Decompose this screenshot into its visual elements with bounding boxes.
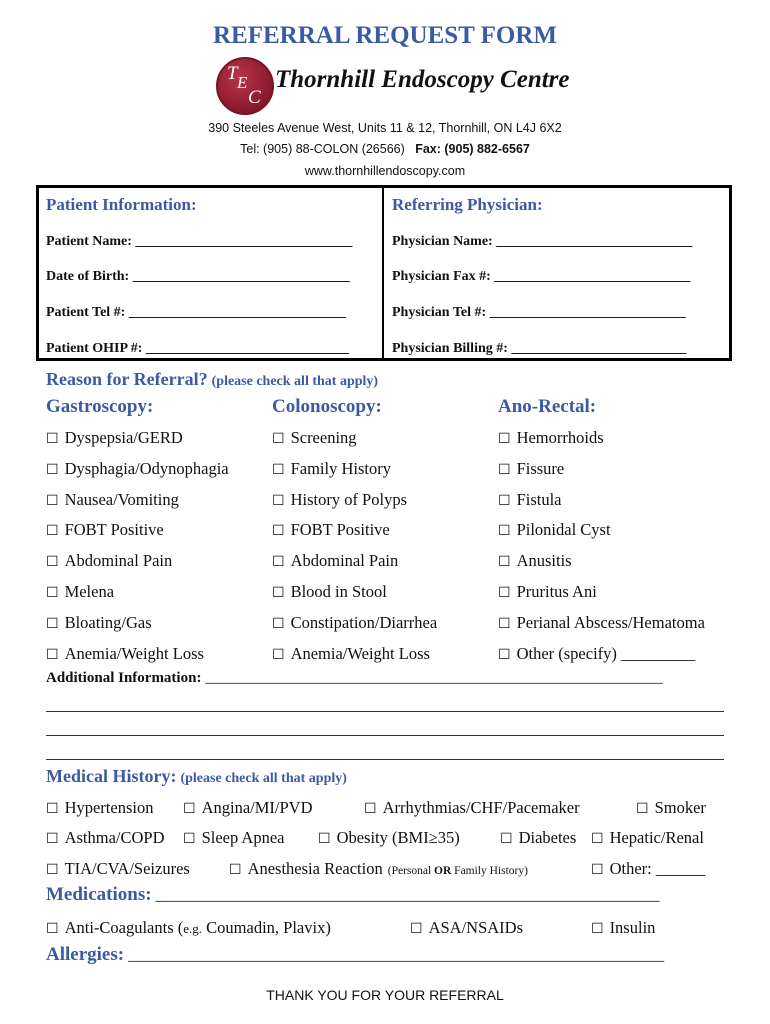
checkbox-label: Dyspepsia/GERD (64, 428, 183, 447)
checkbox-other-history[interactable] (591, 859, 705, 879)
checkbox-icon[interactable]: ☐ (46, 863, 59, 878)
patient-tel-field[interactable]: Patient Tel #: _______________________________ (46, 305, 346, 320)
checkbox-icon[interactable]: ☐ (46, 802, 59, 817)
checkbox-icon[interactable]: ☐ (272, 555, 285, 570)
checkbox-gastroscopy-item[interactable] (46, 490, 179, 510)
medical-history-title: Medical History: (46, 766, 177, 786)
checkbox-ano-rectal-item[interactable] (498, 582, 597, 602)
anesthesia-note-prefix: (Personal (387, 865, 435, 877)
checkbox-gastroscopy-item[interactable] (46, 551, 172, 571)
website: www.thornhillendoscopy.com (304, 164, 466, 178)
checkbox-icon[interactable]: ☐ (183, 802, 196, 817)
checkbox-label: Sleep Apnea (201, 828, 285, 847)
checkbox-label: Abdominal Pain (290, 551, 399, 570)
checkbox-label: Family History (290, 459, 391, 478)
logo-letter-c: C (248, 87, 261, 108)
medical-history-subtitle: (please check all that apply) (180, 771, 347, 786)
physician-fax-field[interactable]: Physician Fax #: ____________________________ (392, 269, 691, 284)
checkbox-ano-rectal-item[interactable] (498, 613, 705, 633)
checkbox-label: Fissure (516, 459, 565, 478)
checkbox-label: Pilonidal Cyst (516, 520, 611, 539)
medications-blank[interactable]: _______________________________________________________________ (155, 887, 660, 904)
checkbox-ano-rectal-item[interactable] (498, 551, 572, 571)
contact-line (0, 142, 770, 156)
checkbox-gastroscopy-item[interactable] (46, 613, 152, 633)
checkbox-anticoagulants[interactable] (46, 918, 331, 938)
checkbox-label: Other (specify) _________ (516, 644, 696, 663)
colonoscopy-heading: Colonoscopy: (272, 396, 382, 417)
checkbox-icon[interactable]: ☐ (500, 832, 513, 847)
checkbox-gastroscopy-item[interactable] (46, 644, 204, 664)
reason-subtitle: (please check all that apply) (211, 374, 379, 389)
checkbox-label: Dysphagia/Odynophagia (64, 459, 229, 478)
checkbox-icon[interactable]: ☐ (498, 463, 511, 478)
checkbox-anesthesia-reaction[interactable] (229, 859, 528, 879)
checkbox-colonoscopy-item[interactable] (272, 613, 437, 633)
checkbox-icon[interactable]: ☐ (46, 555, 59, 570)
checkbox-label: Anusitis (516, 551, 572, 570)
checkbox-icon[interactable]: ☐ (591, 863, 604, 878)
physician-tel-field[interactable]: Physician Tel #: ____________________________ (392, 305, 686, 320)
checkbox-label: Asthma/COPD (64, 828, 165, 847)
checkbox-label: Perianal Abscess/Hematoma (516, 613, 705, 632)
checkbox-icon[interactable]: ☐ (46, 586, 59, 601)
checkbox-label: Bloating/Gas (64, 613, 152, 632)
checkbox-label: ASA/NSAIDs (428, 918, 523, 937)
additional-info-line[interactable] (46, 735, 724, 736)
reason-title: Reason for Referral? (46, 369, 208, 389)
logo-letter-t: T (227, 63, 238, 84)
checkbox-ano-rectal-item[interactable] (498, 644, 695, 664)
medical-history-heading (46, 766, 347, 787)
checkbox-icon[interactable]: ☐ (46, 617, 59, 632)
allergies-label: Allergies: (46, 944, 125, 965)
checkbox-icon[interactable]: ☐ (46, 832, 59, 847)
checkbox-icon[interactable]: ☐ (498, 555, 511, 570)
checkbox-icon[interactable]: ☐ (46, 524, 59, 539)
checkbox-icon[interactable]: ☐ (410, 922, 423, 937)
form-title: REFERRAL REQUEST FORM (212, 22, 558, 49)
checkbox-icon[interactable]: ☐ (272, 617, 285, 632)
checkbox-icon[interactable]: ☐ (46, 432, 59, 447)
checkbox-label: Melena (64, 582, 115, 601)
patient-info-header: Patient Information: (46, 195, 197, 214)
checkbox-label: FOBT Positive (64, 520, 164, 539)
checkbox-obesity[interactable] (318, 828, 460, 848)
additional-info-label: Additional Information: (46, 670, 202, 686)
checkbox-icon[interactable]: ☐ (498, 648, 511, 663)
checkbox-icon[interactable]: ☐ (272, 463, 285, 478)
checkbox-label: Anemia/Weight Loss (290, 644, 430, 663)
box-divider (382, 188, 384, 358)
checkbox-label: Constipation/Diarrhea (290, 613, 438, 632)
checkbox-label: Arrhythmias/CHF/Pacemaker (382, 798, 580, 817)
date-of-birth-field[interactable]: Date of Birth: _______________________________ (46, 269, 350, 284)
fax-number: Fax: (905) 882-6567 (415, 142, 530, 156)
checkbox-icon[interactable]: ☐ (46, 922, 59, 937)
checkbox-icon[interactable]: ☐ (272, 494, 285, 509)
checkbox-label: Anesthesia Reaction (247, 859, 383, 878)
info-box (36, 185, 732, 361)
checkbox-gastroscopy-item[interactable] (46, 428, 183, 448)
clinic-name: Thornhill Endoscopy Centre (275, 66, 570, 93)
checkbox-icon[interactable]: ☐ (183, 832, 196, 847)
checkbox-colonoscopy-item[interactable] (272, 428, 357, 448)
additional-info-row (46, 670, 663, 687)
checkbox-hypertension[interactable] (46, 798, 153, 818)
checkbox-icon[interactable]: ☐ (591, 832, 604, 847)
checkbox-label: TIA/CVA/Seizures (64, 859, 190, 878)
checkbox-label: History of Polyps (290, 490, 407, 509)
additional-info-blank[interactable]: _____________________________________________________________ (205, 670, 663, 686)
logo-letter-e: E (237, 73, 248, 92)
checkbox-insulin[interactable] (591, 918, 655, 938)
checkbox-asthma[interactable] (46, 828, 165, 848)
checkbox-colonoscopy-item[interactable] (272, 582, 387, 602)
checkbox-icon[interactable]: ☐ (272, 648, 285, 663)
checkbox-icon[interactable]: ☐ (498, 586, 511, 601)
checkbox-label: Obesity (BMI≥35) (336, 828, 460, 847)
checkbox-smoker[interactable] (636, 798, 706, 818)
checkbox-label: Diabetes (518, 828, 577, 847)
physician-billing-field[interactable]: Physician Billing #: _________________________ (392, 341, 687, 356)
checkbox-label: Pruritus Ani (516, 582, 597, 601)
checkbox-gastroscopy-item[interactable] (46, 582, 114, 602)
checkbox-label: Abdominal Pain (64, 551, 173, 570)
checkbox-tia[interactable] (46, 859, 190, 879)
checkbox-icon[interactable]: ☐ (498, 494, 511, 509)
checkbox-hepatic-renal[interactable] (591, 828, 704, 848)
checkbox-diabetes[interactable] (500, 828, 576, 848)
gastroscopy-heading: Gastroscopy: (46, 396, 154, 417)
checkbox-icon[interactable]: ☐ (272, 586, 285, 601)
phone-number: Tel: (905) 88-COLON (26566) (240, 142, 405, 156)
checkbox-icon[interactable]: ☐ (272, 432, 285, 447)
checkbox-gastroscopy-item[interactable] (46, 520, 164, 540)
reason-heading (46, 369, 378, 390)
checkbox-label: Smoker (654, 798, 706, 817)
anesthesia-note-suffix: Family History) (451, 865, 528, 877)
anticoag-eg: e.g. (183, 921, 203, 936)
checkbox-ano-rectal-item[interactable] (498, 428, 604, 448)
checkbox-icon[interactable]: ☐ (46, 494, 59, 509)
checkbox-sleep-apnea[interactable] (183, 828, 285, 848)
checkbox-label: Hepatic/Renal (609, 828, 704, 847)
checkbox-label: Screening (290, 428, 357, 447)
checkbox-icon[interactable]: ☐ (46, 463, 59, 478)
address-line: 390 Steeles Avenue West, Units 11 & 12, Thornhill, ON L4J 6X2 (208, 121, 562, 135)
checkbox-icon[interactable]: ☐ (636, 802, 649, 817)
checkbox-label: Nausea/Vomiting (64, 490, 179, 509)
checkbox-arrhythmias[interactable] (364, 798, 580, 818)
checkbox-icon[interactable]: ☐ (498, 432, 511, 447)
patient-ohip-field[interactable]: Patient OHIP #: _____________________________ (46, 341, 349, 356)
tec-logo (216, 57, 274, 115)
medications-row (46, 884, 660, 906)
patient-name-field[interactable]: Patient Name: _______________________________ (46, 234, 353, 249)
anticoag-label: Anti-Coagulants ( (64, 918, 184, 937)
checkbox-icon[interactable]: ☐ (229, 863, 242, 878)
checkbox-icon[interactable]: ☐ (364, 802, 377, 817)
checkbox-ano-rectal-item[interactable] (498, 520, 611, 540)
ano-rectal-heading: Ano-Rectal: (498, 396, 597, 417)
checkbox-label: Insulin (609, 918, 656, 937)
checkbox-icon[interactable]: ☐ (498, 524, 511, 539)
checkbox-ano-rectal-item[interactable] (498, 490, 562, 510)
checkbox-icon[interactable]: ☐ (498, 617, 511, 632)
additional-info-line[interactable] (46, 711, 724, 712)
checkbox-icon[interactable]: ☐ (272, 524, 285, 539)
checkbox-gastroscopy-item[interactable] (46, 459, 229, 479)
checkbox-label: Blood in Stool (290, 582, 387, 601)
checkbox-colonoscopy-item[interactable] (272, 490, 407, 510)
checkbox-icon[interactable]: ☐ (46, 648, 59, 663)
allergies-row (46, 944, 664, 966)
checkbox-colonoscopy-item[interactable] (272, 520, 390, 540)
checkbox-label: Fistula (516, 490, 562, 509)
checkbox-angina[interactable] (183, 798, 312, 818)
footer-thank-you: THANK YOU FOR YOUR REFERRAL (266, 987, 504, 1003)
additional-info-line[interactable] (46, 759, 724, 760)
checkbox-label: Other: ______ (609, 859, 706, 878)
checkbox-label: Anemia/Weight Loss (64, 644, 204, 663)
physician-name-field[interactable]: Physician Name: ____________________________ (392, 234, 693, 249)
checkbox-colonoscopy-item[interactable] (272, 644, 430, 664)
checkbox-label: Hemorrhoids (516, 428, 604, 447)
anesthesia-note-or: OR (434, 865, 452, 877)
checkbox-colonoscopy-item[interactable] (272, 459, 391, 479)
checkbox-colonoscopy-item[interactable] (272, 551, 398, 571)
checkbox-icon[interactable]: ☐ (591, 922, 604, 937)
allergies-blank[interactable]: ___________________________________________________________________ (128, 947, 665, 964)
checkbox-icon[interactable]: ☐ (318, 832, 331, 847)
referring-physician-header: Referring Physician: (392, 195, 543, 214)
medications-label: Medications: (46, 884, 152, 905)
checkbox-asa-nsaids[interactable] (410, 918, 523, 938)
checkbox-label: FOBT Positive (290, 520, 390, 539)
checkbox-label: Angina/MI/PVD (201, 798, 313, 817)
anticoag-examples: Coumadin, Plavix) (202, 918, 331, 937)
checkbox-label: Hypertension (64, 798, 154, 817)
checkbox-ano-rectal-item[interactable] (498, 459, 564, 479)
